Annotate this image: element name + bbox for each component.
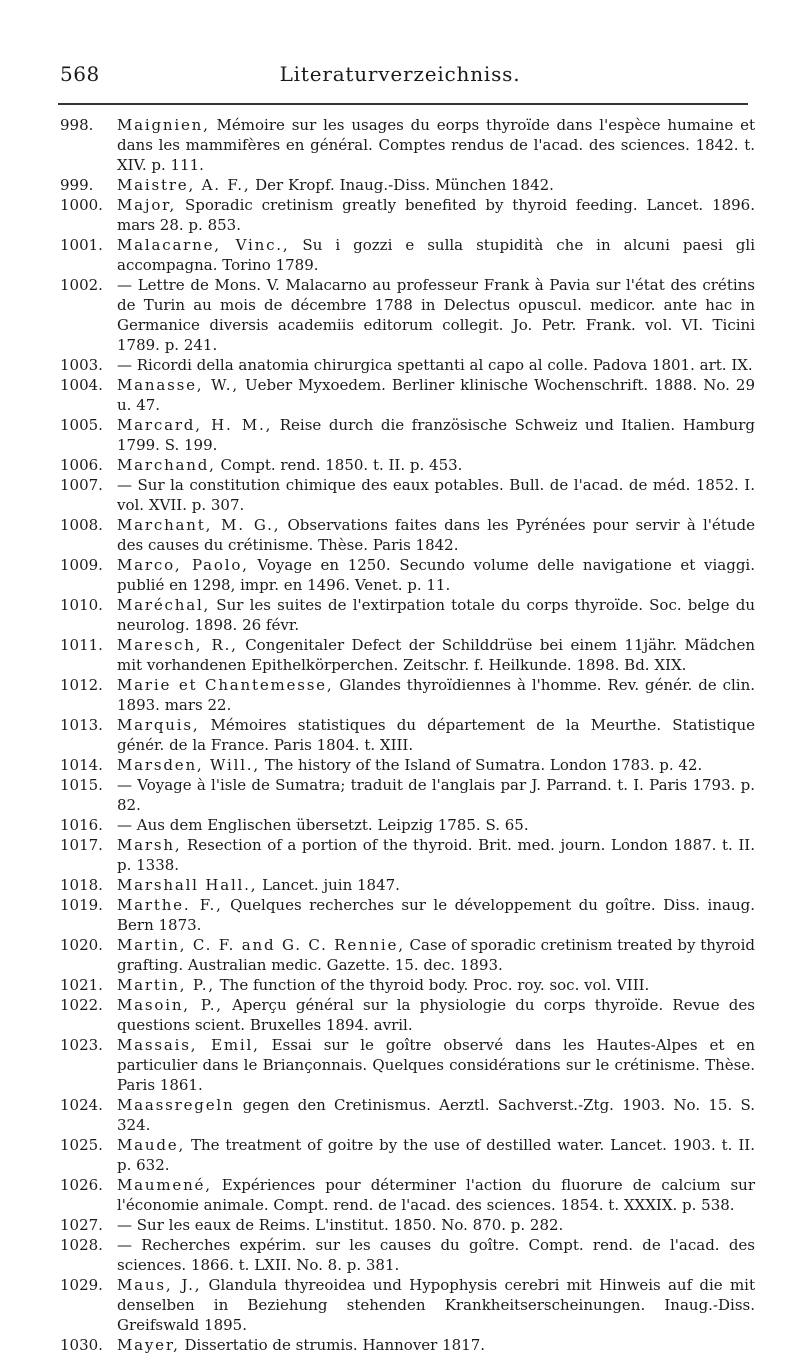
entry-citation [117,1095,755,1135]
entry-number: 1019. [60,896,103,914]
entry-text: Der Kropf. Inaug.-Diss. München 1842. [250,176,554,194]
entry-text: The history of the Island of Sumatra. London 1783. p. 42. [259,756,703,774]
entry-number: 1027. [60,1216,103,1234]
entry-text: gegen den Cretinismus. Aerztl. Sachverst.-Ztg. 1903. No. 15. S. 324. [117,1096,755,1134]
entry-author: Martin, P., [117,976,215,994]
bibliography-entry [60,1035,755,1095]
entry-text: Sur les suites de l'extirpation totale du corps thyroïde. Soc. belge du neurolog. 1898. 26 févr. [117,596,755,634]
entry-number: 1008. [60,516,103,534]
entry-number: 1023. [60,1036,103,1054]
bibliography-entry [60,235,755,275]
entry-citation [117,1175,755,1215]
entry-number: 1009. [60,556,103,574]
bibliography-entry [60,595,755,635]
entry-text: Mémoires statistiques du département de la Meurthe. Statistique génér. de la France. Paris 1804. t. XIII. [117,716,755,754]
entry-text: Lancet. juin 1847. [257,876,400,894]
entry-author: Marchand, [117,456,216,474]
entry-number: 1016. [60,816,103,834]
entry-citation [117,455,755,475]
entry-citation [117,355,755,375]
bibliography-entry [60,275,755,355]
entry-citation [117,475,755,515]
page-title: Literaturverzeichniss. [279,62,521,86]
entry-citation [117,1035,755,1095]
entry-number: 1007. [60,476,103,494]
entry-text: — Sur les eaux de Reims. L'institut. 1850. No. 870. p. 282. [117,1216,564,1234]
bibliography-entry [60,935,755,975]
entry-author: Martin, C. F. and G. C. Rennie, [117,936,405,954]
entry-number: 998. [60,116,94,134]
entry-text: Glandula thyreoidea und Hypophysis cerebri mit Hinweis auf die mit denselben in Beziehung stehenden Krankheitserscheinungen. Inaug.-Diss. Greifswald 1895. [117,1276,755,1334]
entry-text: Expériences pour déterminer l'action du fluorure de calcium sur l'économie animale. Compt. rend. de l'acad. des sciences. 1854. t. XXXIX. p. 538. [117,1176,755,1214]
bibliography-entry [60,1135,755,1175]
entry-text: Compt. rend. 1850. t. II. p. 453. [215,456,463,474]
entry-text: — Lettre de Mons. V. Malacarno au professeur Frank à Pavia sur l'état des crétins de Turin au mois de décembre 1788 in Delectus opuscul. medicor. ante hac in Germanice diversis academiis editorum collegit. Jo. Petr. Frank. vol. VI. Ticini 1789. p. 241. [117,276,755,354]
entry-citation [117,595,755,635]
entry-number: 1020. [60,936,103,954]
entry-text: The function of the thyroid body. Proc. roy. soc. vol. VIII. [214,976,650,994]
entry-number: 1010. [60,596,103,614]
bibliography-entry [60,175,755,195]
entry-author: Maude, [117,1136,186,1154]
entry-text: Congenitaler Defect der Schilddrüse bei einem 11jähr. Mädchen mit vorhandenen Epithelkörperchen. Zeitschr. f. Heilkunde. 1898. Bd. XIX. [117,636,755,674]
entry-number: 1005. [60,416,103,434]
entry-citation [117,895,755,935]
entry-text: Resection of a portion of the thyroid. Brit. med. journ. London 1887. t. II. p. 1338. [117,836,755,874]
entry-author: Major, [117,196,177,214]
entry-citation [117,675,755,715]
entry-author: Marchant, M. G., [117,516,281,534]
entry-number: 1004. [60,376,103,394]
entry-text: Mémoire sur les usages du eorps thyroïde dans l'espèce humaine et dans les mammifères en général. Comptes rendus de l'acad. des sciences. 1842. t. XIV. p. 111. [117,116,755,174]
entry-citation [117,175,755,195]
header-rule [58,103,748,105]
entry-number: 1026. [60,1176,103,1194]
bibliography-entry [60,1095,755,1135]
entry-number: 1012. [60,676,103,694]
entry-author: Maignien, [117,116,210,134]
entry-author: Marquis, [117,716,200,734]
entry-number: 1028. [60,1236,103,1254]
entry-number: 1021. [60,976,103,994]
entry-text: — Aus dem Englischen übersetzt. Leipzig 1785. S. 65. [117,816,529,834]
entry-citation [117,1135,755,1175]
entry-number: 1003. [60,356,103,374]
bibliography-entry [60,715,755,755]
entry-citation [117,935,755,975]
entry-citation [117,555,755,595]
entry-number: 1011. [60,636,103,654]
entry-author: Marthe. F., [117,896,223,914]
bibliography-list [60,115,755,1355]
entry-text: Essai sur le goître observé dans les Hautes-Alpes et en particulier dans le Briançonnais. Quelques considérations sur le crétinisme. Thèse. Paris 1861. [117,1036,755,1094]
bibliography-entry [60,195,755,235]
entry-number: 1000. [60,196,103,214]
entry-author: Marco, Paolo, [117,556,249,574]
entry-text: Su i gozzi e sulla stupidità che in alcuni paesi gli accompagna. Torino 1789. [117,236,755,274]
bibliography-entry [60,1275,755,1335]
bibliography-entry [60,815,755,835]
entry-author: Marcard, H. M., [117,416,273,434]
entry-author: Maresch, R., [117,636,238,654]
entry-author: Mayer, [117,1336,180,1354]
entry-text: Glandes thyroïdiennes à l'homme. Rev. génér. de clin. 1893. mars 22. [117,676,755,714]
entry-number: 1001. [60,236,103,254]
entry-citation [117,1215,755,1235]
entry-number: 1022. [60,996,103,1014]
entry-citation [117,195,755,235]
entry-author: Marsh, [117,836,182,854]
entry-number: 1018. [60,876,103,894]
bibliography-entry [60,1215,755,1235]
entry-citation [117,995,755,1035]
bibliography-entry [60,775,755,815]
entry-number: 1017. [60,836,103,854]
entry-text: Dissertatio de strumis. Hannover 1817. [179,1336,486,1354]
entry-number: 1025. [60,1136,103,1154]
entry-author: Marsden, Will., [117,756,260,774]
bibliography-entry [60,515,755,555]
entry-text: — Ricordi della anatomia chirurgica spettanti al capo al colle. Padova 1801. art. IX. [117,356,753,374]
entry-citation [117,875,755,895]
entry-author: Maistre, A. F., [117,176,251,194]
bibliography-entry [60,875,755,895]
entry-author: Manasse, W., [117,376,239,394]
entry-author: Maus, J., [117,1276,202,1294]
entry-author: Maréchal, [117,596,211,614]
entry-number: 999. [60,176,94,194]
entry-citation [117,635,755,675]
entry-citation [117,275,755,355]
entry-number: 1029. [60,1276,103,1294]
entry-number: 1030. [60,1336,103,1354]
entry-citation [117,715,755,755]
entry-text: — Voyage à l'isle de Sumatra; traduit de l'anglais par J. Parrand. t. I. Paris 1793. p. 82. [117,776,755,814]
entry-text: Ueber Myxoedem. Berliner klinische Wochenschrift. 1888. No. 29 u. 47. [117,376,755,414]
entry-text: Voyage en 1250. Secundo volume delle navigatione et viaggi. publié en 1298, impr. en 1496. Venet. p. 11. [117,556,755,594]
bibliography-entry [60,835,755,875]
entry-author: Massais, Emil, [117,1036,260,1054]
entry-text: Observations faites dans les Pyrénées pour servir à l'étude des causes du crétinisme. Thèse. Paris 1842. [117,516,755,554]
entry-citation [117,1335,755,1355]
entry-text: — Recherches expérim. sur les causes du goître. Compt. rend. de l'acad. des sciences. 1866. t. LXII. No. 8. p. 381. [117,1236,755,1274]
entry-citation [117,415,755,455]
bibliography-entry [60,115,755,175]
entry-citation [117,1235,755,1275]
bibliography-entry [60,555,755,595]
entry-citation [117,235,755,275]
entry-text: Aperçu général sur la physiologie du corps thyroïde. Revue des questions scient. Bruxelles 1894. avril. [117,996,755,1034]
entry-citation [117,115,755,175]
running-header [0,62,800,92]
bibliography-entry [60,1175,755,1215]
entry-text: The treatment of goitre by the use of destilled water. Lancet. 1903. t. II. p. 632. [117,1136,755,1174]
entry-citation [117,515,755,555]
bibliography-entry [60,475,755,515]
entry-citation [117,755,755,775]
entry-number: 1006. [60,456,103,474]
entry-number: 1024. [60,1096,103,1114]
bibliography-entry [60,355,755,375]
entry-citation [117,375,755,415]
entry-text: Reise durch die französische Schweiz und Italien. Hamburg 1799. S. 199. [117,416,755,454]
entry-author: Marshall Hall., [117,876,258,894]
entry-number: 1015. [60,776,103,794]
entry-citation [117,1275,755,1335]
entry-author: Marie et Chantemesse, [117,676,334,694]
bibliography-entry [60,675,755,715]
entry-citation [117,835,755,875]
bibliography-entry [60,995,755,1035]
entry-author: Masoin, P., [117,996,223,1014]
entry-text: Sporadic cretinism greatly benefited by thyroid feeding. Lancet. 1896. mars 28. p. 853. [117,196,755,234]
bibliography-entry [60,455,755,475]
entry-text: Case of sporadic cretinism treated by thyroid grafting. Australian medic. Gazette. 15. dec. 1893. [117,936,755,974]
bibliography-entry [60,375,755,415]
entry-citation [117,815,755,835]
entry-author: Malacarne, Vinc., [117,236,290,254]
entry-author: Maumené, [117,1176,212,1194]
entry-text: — Sur la constitution chimique des eaux potables. Bull. de l'acad. de méd. 1852. I. vol. XVII. p. 307. [117,476,755,514]
entry-text: Quelques recherches sur le développement du goître. Diss. inaug. Bern 1873. [117,896,755,934]
bibliography-entry [60,1235,755,1275]
bibliography-entry [60,895,755,935]
entry-number: 1002. [60,276,103,294]
entry-citation [117,775,755,815]
page-number: 568 [60,62,100,86]
entry-author: Maassregeln [117,1096,235,1114]
bibliography-entry [60,1335,755,1355]
bibliography-entry [60,975,755,995]
entry-number: 1014. [60,756,103,774]
bibliography-entry [60,755,755,775]
bibliography-entry [60,635,755,675]
entry-citation [117,975,755,995]
bibliography-entry [60,415,755,455]
entry-number: 1013. [60,716,103,734]
